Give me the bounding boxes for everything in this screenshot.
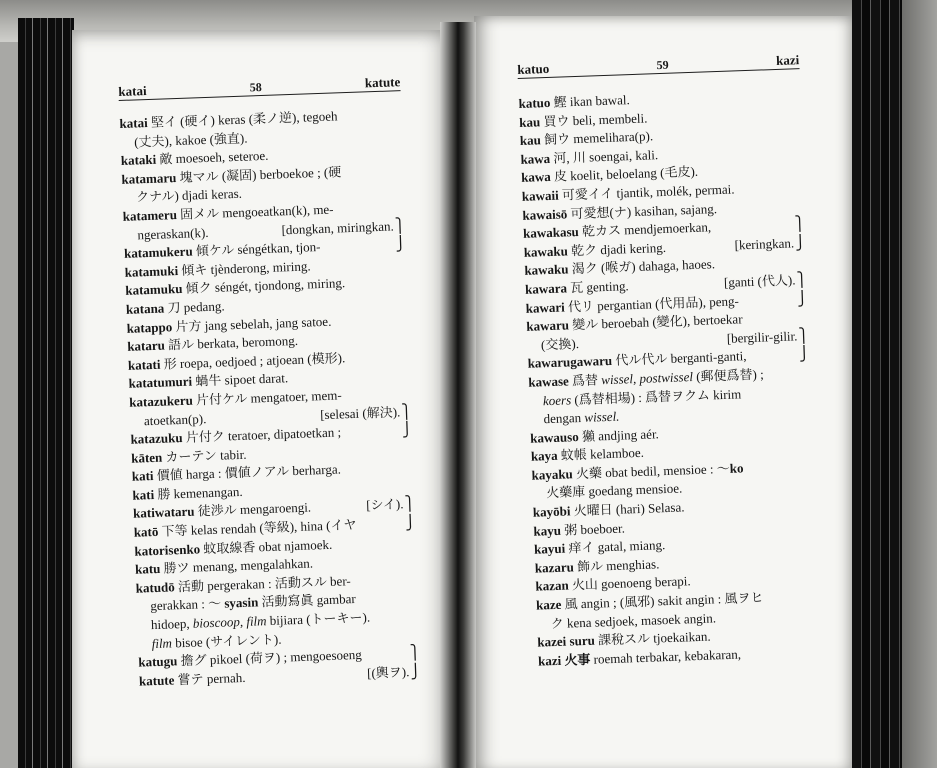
brace-mark: ⎫ bbox=[796, 271, 808, 289]
headword: katai bbox=[119, 114, 148, 131]
bracketed-continuation: [keringkan. bbox=[734, 235, 795, 253]
running-head-first-entry: katuo bbox=[517, 60, 550, 77]
headword: kazan bbox=[535, 577, 569, 595]
definition-text: 變ル beroebah (變化), bertoekar bbox=[568, 311, 743, 333]
headword: kawakasu bbox=[522, 224, 579, 242]
headword: katana bbox=[125, 300, 165, 317]
right-page-text bbox=[517, 48, 820, 671]
definition-text: 勝 kemenangan. bbox=[153, 483, 243, 502]
left-page-text bbox=[118, 70, 421, 691]
definition-text: 飾ル menghias. bbox=[573, 556, 660, 575]
definition-text: 皮 koelit, beloelang (毛皮). bbox=[550, 164, 699, 185]
entry-text bbox=[137, 224, 209, 245]
definition-text: 飼ウ memelihara(p). bbox=[540, 128, 654, 148]
page-number: 58 bbox=[249, 79, 262, 95]
definition-text: 蚊取線香 obat njamoek. bbox=[199, 536, 333, 557]
definition-text: 粥 boeboer. bbox=[560, 520, 626, 538]
brace-mark: ⎭ bbox=[410, 663, 422, 680]
book-gutter bbox=[440, 22, 476, 768]
bracketed-continuation: [ganti (代人). bbox=[723, 272, 796, 290]
headword: katō bbox=[133, 523, 159, 540]
brace-mark: ⎫ bbox=[404, 496, 416, 513]
running-head-last-entry: kazi bbox=[775, 52, 800, 68]
headword: katameru bbox=[122, 206, 178, 224]
headword: kayōbi bbox=[532, 503, 571, 520]
headword: kawarugawaru bbox=[527, 353, 613, 372]
headword: kawaii bbox=[521, 187, 559, 204]
brace-mark: ⎫ bbox=[409, 645, 421, 662]
headword: kawaru bbox=[526, 317, 570, 334]
headword: kāten bbox=[130, 449, 163, 466]
italic-term: wissel, postwissel bbox=[600, 368, 694, 388]
italic-term: wissel. bbox=[584, 408, 620, 425]
headword: kau bbox=[519, 132, 542, 149]
page-number: 59 bbox=[656, 57, 669, 73]
brace-mark: ⎭ bbox=[395, 236, 407, 253]
headword: katamuki bbox=[124, 262, 179, 280]
definition-text: 火藥 obat bedil, mensioe : ～ bbox=[572, 460, 730, 482]
definition-text: 蝸牛 sipoet darat. bbox=[191, 370, 289, 389]
definition-text: 火藥庫 goedang mensioe. bbox=[545, 480, 683, 501]
scanner-bed-right bbox=[902, 0, 937, 768]
entry-text bbox=[144, 410, 207, 431]
definition-text: 課稅スル tjoekaikan. bbox=[594, 628, 711, 648]
definition-text: bijiara (トーキー). bbox=[266, 609, 371, 629]
definition-text: 擔グ pikoel (荷ヲ) ; mengoesoeng bbox=[177, 647, 362, 669]
headword: katuo bbox=[518, 94, 551, 111]
definition-text: 活動寫眞 gambar bbox=[258, 591, 356, 610]
definition-text: カーテン tabir. bbox=[161, 446, 247, 465]
brace-mark: ⎭ bbox=[796, 290, 808, 307]
headword: katamukeru bbox=[123, 243, 193, 262]
headword: kawaisō bbox=[522, 205, 568, 223]
definition-text: gerakkan : ～ bbox=[150, 596, 225, 614]
definition-text: 傾ケル séngétkan, tjon- bbox=[192, 239, 321, 259]
definition-text: (丈夫), kakoe (強直). bbox=[133, 130, 248, 150]
definition-text: 渴ク (喉ガ) dahaga, haoes. bbox=[568, 256, 716, 277]
bracketed-continuation: [(輿ヲ). bbox=[366, 664, 410, 681]
headword: kawara bbox=[524, 280, 568, 297]
headword: katugu bbox=[138, 653, 178, 670]
headword: katorisenko bbox=[134, 541, 201, 559]
bracketed-continuation: [シイ). bbox=[365, 496, 404, 514]
headword: katiwataru bbox=[132, 504, 195, 522]
running-head-last-entry: katute bbox=[364, 74, 401, 91]
definition-text: ngeraskan(k). bbox=[137, 224, 209, 242]
headword: syasin bbox=[224, 594, 259, 612]
headword: katamuku bbox=[125, 281, 183, 299]
definition-text: 鰹 ikan bawal. bbox=[550, 92, 631, 110]
headword: kati bbox=[131, 468, 154, 485]
brace-mark: ⎫ bbox=[798, 327, 810, 345]
definition-text: 乾ク djadi kering. bbox=[567, 239, 667, 259]
brace-mark: ⎫ bbox=[400, 403, 413, 420]
definition-text: (交換). bbox=[540, 335, 580, 353]
definition-text: 傾キ tjènderong, miring. bbox=[177, 258, 311, 278]
headword: kaya bbox=[530, 448, 558, 465]
definition-text: 勝ツ menang, mengalahkan. bbox=[160, 555, 314, 577]
brace-mark: ⎭ bbox=[401, 422, 413, 439]
definition-text: 代リ pergantian (代用品), peng- bbox=[564, 292, 739, 315]
definition-text: 徒渉ル mengaroengi. bbox=[194, 499, 312, 520]
headword: katazuku bbox=[130, 430, 183, 447]
brace-mark: ⎭ bbox=[798, 346, 810, 363]
definition-text: 形 roepa, oedjoed ; atjoean (模形). bbox=[160, 349, 346, 372]
headword: katute bbox=[138, 672, 175, 689]
definition-text: 買ウ beli, membeli. bbox=[539, 110, 648, 129]
definition-text: 刀 pedang. bbox=[164, 298, 225, 316]
definition-text: 火山 goenoeng berapi. bbox=[568, 573, 691, 593]
headword: katamaru bbox=[121, 169, 177, 187]
headword: katappo bbox=[126, 318, 173, 336]
definition-text: 蚊帳 kelamboe. bbox=[557, 445, 645, 464]
headword: katu bbox=[134, 561, 161, 577]
definition-text: 活動 pergerakan : 活動スル ber- bbox=[174, 573, 351, 595]
definition-text: 獺 andjing aér. bbox=[578, 425, 660, 444]
definition-text: 價値 harga : 價値ノアル berharga. bbox=[153, 461, 342, 484]
bracketed-continuation: [selesai (解決). bbox=[319, 403, 401, 422]
dictionary-entries bbox=[119, 105, 421, 691]
headword: kayaku bbox=[531, 466, 574, 483]
italic-term: bioscoop, film bbox=[192, 613, 267, 631]
headword: kati bbox=[132, 486, 155, 503]
definition-text: 可愛想(ナ) kasihan, sajang. bbox=[566, 200, 718, 221]
brace-mark: ⎫ bbox=[394, 217, 406, 234]
definition-text: dengan bbox=[543, 409, 585, 427]
headword: kazaru bbox=[534, 559, 575, 576]
headword: kawauso bbox=[530, 428, 579, 446]
brace-mark: ⎭ bbox=[794, 234, 806, 252]
definition-text: 片付ク teratoer, dipatoetkan ; bbox=[182, 424, 342, 446]
definition-text: 片付ケル mengatoer, mem- bbox=[192, 387, 342, 408]
dictionary-entries bbox=[518, 85, 820, 671]
italic-term: film bbox=[151, 635, 173, 651]
definition-text: 乾カス mendjemoerkan, bbox=[578, 219, 712, 240]
definition-text: roemah terbakar, kebakaran, bbox=[590, 646, 742, 667]
headword: katati bbox=[127, 356, 161, 373]
running-head-first-entry: katai bbox=[118, 83, 147, 99]
definition-text: ク kena sedjoek, masoek angin. bbox=[550, 610, 717, 631]
definition-text: 嘗テ pernah. bbox=[174, 669, 246, 688]
definition-text: クナル) djadi keras. bbox=[135, 186, 243, 205]
definition-text: 爲替 bbox=[568, 372, 602, 389]
definition-text: 代ル代ル berganti-ganti, bbox=[611, 348, 747, 369]
headword: kataki bbox=[120, 151, 157, 169]
definition-text: hidoep, bbox=[150, 615, 194, 633]
definition-text: atoetkan(p). bbox=[143, 410, 207, 428]
headword: kayui bbox=[533, 540, 566, 557]
headword: katatumuri bbox=[128, 373, 193, 392]
headword: kataru bbox=[127, 337, 166, 354]
definition-text: 片方 jang sebelah, jang satoe. bbox=[171, 313, 332, 334]
entry-text bbox=[139, 669, 246, 691]
definition-text: 火曜日 (hari) Selasa. bbox=[570, 499, 685, 519]
headword: kawaku bbox=[524, 261, 569, 279]
bracketed-continuation: [dongkan, miringkan. bbox=[281, 218, 395, 237]
definition-text: (爲替相場) : 爲替ヲクム kirim bbox=[570, 385, 742, 407]
headword: kayu bbox=[533, 522, 562, 539]
book-edge-left bbox=[18, 18, 74, 768]
headword: kawase bbox=[528, 373, 570, 390]
headword: kawari bbox=[525, 299, 565, 316]
definition-text: (郵便爲替) ; bbox=[692, 366, 764, 384]
headword: kazi 火事 bbox=[537, 651, 591, 669]
definition-text: 瓦 genting. bbox=[566, 278, 629, 296]
definition-text: 塊マル (凝固) berboekoe ; (硬 bbox=[176, 164, 342, 185]
headword: ko bbox=[729, 460, 744, 476]
definition-text: 語ル berkata, beromong. bbox=[164, 333, 299, 353]
headword: katazukeru bbox=[128, 392, 194, 410]
headword: kawa bbox=[520, 150, 551, 167]
definition-text: 可愛イイ tjantik, molék, permai. bbox=[558, 181, 735, 203]
definition-text: 固メル mengoeatkan(k), me- bbox=[176, 201, 334, 222]
headword: kawaku bbox=[523, 243, 569, 260]
headword: kaze bbox=[535, 596, 562, 613]
brace-mark: ⎫ bbox=[794, 216, 806, 233]
brace-mark: ⎭ bbox=[404, 514, 416, 532]
headword: kau bbox=[518, 113, 541, 130]
definition-text: 下等 kelas rendah (等級), hina (イヤ bbox=[158, 517, 357, 539]
headword: kawa bbox=[520, 169, 552, 186]
entry-text bbox=[541, 335, 580, 355]
definition-text: 堅イ (硬イ) keras (柔ノ逆), tegoeh bbox=[147, 108, 338, 130]
definition-text: bisoe (サイレント). bbox=[171, 631, 282, 651]
book-edge-right bbox=[852, 0, 902, 768]
definition-text: 痒イ gatal, miang. bbox=[564, 537, 666, 556]
definition-text: 風 angin ; (風邪) sakit angin : 風ヲヒ bbox=[561, 589, 764, 612]
headword: katudō bbox=[135, 579, 176, 596]
definition-text: 傾ク séngét, tjondong, miring. bbox=[182, 275, 346, 297]
headword: kazei suru bbox=[537, 632, 596, 650]
bracketed-continuation: [bergilir-gilir. bbox=[726, 328, 798, 346]
italic-term: koers bbox=[542, 391, 572, 408]
definition-text: 河, 川 soengai, kali. bbox=[549, 146, 659, 166]
definition-text: 敵 moesoeh, seteroe. bbox=[155, 147, 269, 167]
